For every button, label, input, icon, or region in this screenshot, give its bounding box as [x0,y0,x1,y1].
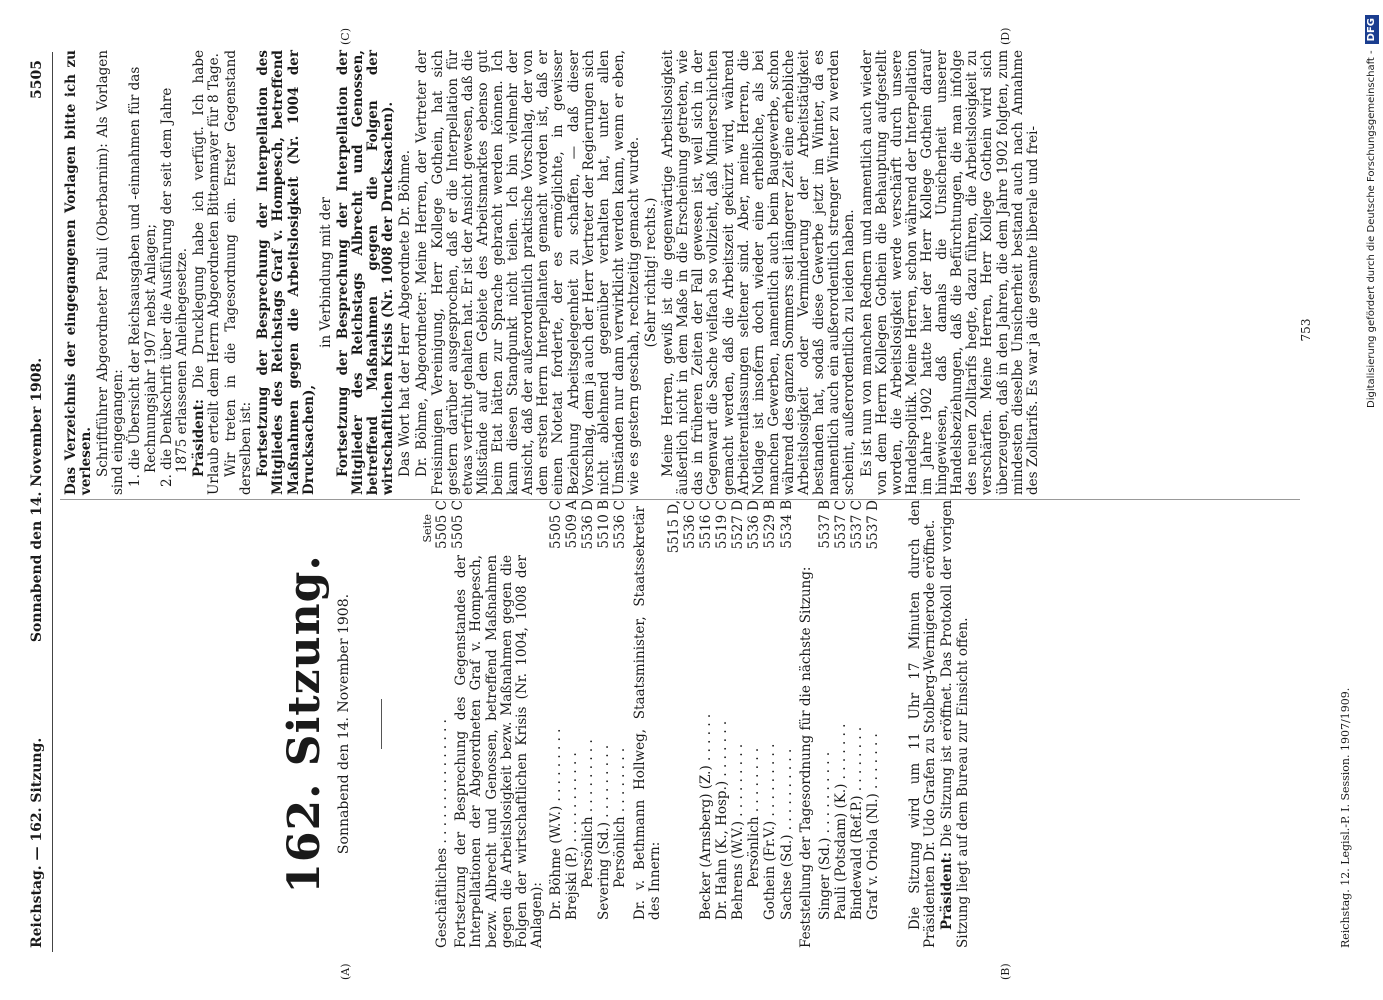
right-p10: (Sehr richtig! rechts.) [643,197,660,348]
toc-row [683,500,698,948]
right-p6: in Verbindung mit der [317,197,334,348]
session-title: 162. Sitzung. [279,554,330,894]
toc-row [549,500,564,948]
toc-row [699,500,714,948]
toc-entry-text: Dr. v. Bethmann Hollweg, Staatsminister, Staatssekretär des Innern: [631,506,663,920]
margin-letter-a: (A) [339,963,352,980]
toc-page-ref: 5537 C [848,500,865,549]
toc-page-ref: 5536 C [681,500,698,549]
toc-page-ref: 5505 C [548,500,565,549]
toc-page-ref: 5534 B [778,500,795,549]
toc-entry-text: Geschäftliches . . . . . . . . . . . . . . . [434,719,451,948]
header-date: Sonnabend den 14. November 1908. [29,357,45,643]
toc-row [818,500,833,948]
toc-row [796,500,817,948]
dfg-note [1361,0,1383,1000]
toc-page-ref: 5529 B [762,500,779,549]
toc-entry-text [683,555,698,838]
toc-page-ref: 5536 D [746,500,763,550]
toc-row [630,500,666,948]
toc-row [731,500,746,948]
toc-entry-text: Persönlich . . . . . . . . [746,747,763,888]
toc-row [581,500,596,948]
toc-page-ref: 5537 B [816,500,833,549]
toc-entry-text: Feststellung der Tagesordnung für die nächste Sitzung: [797,566,814,948]
toc-row [715,500,730,948]
header-left: Reichstag. — 162. Sitzung. [29,737,45,948]
toc-entry-text: Persönlich . . . . . . . . [612,747,629,888]
toc-entry-text: Sachse (Sd.) . . . . . . . . . . [778,748,795,920]
toc-page-ref: 5527 D [730,500,747,550]
toc-row [763,500,778,948]
toc-row [613,500,628,948]
toc-row [747,500,762,948]
toc-page-ref: 5519 C [714,500,731,549]
toc-page-ref: 5536 C [612,500,629,549]
margin-letter-b: (B) [999,963,1012,980]
toc-row [435,500,450,948]
president-text: Die Sitzung ist eröffnet. Das Protokoll der vorigen Sitzung liegt auf dem Bureau zur Einsicht offen. [939,499,971,948]
header-rule [52,52,53,952]
toc-page-ref: 5505 C [450,500,467,549]
toc-row [866,500,881,948]
toc-entry-text: Pauli (Potsdam) (K.) . . . . . . . [832,723,849,920]
opening-text: Die Sitzung wird um 11 Uhr 17 Minuten durch den Präsidenten Dr. Udo Grafen zu Stolberg-Wernigerode eröffnet. [907,500,939,948]
toc-row [780,500,795,948]
toc-entry-text: Brejski (P.) . . . . . . . . . . . [564,752,581,920]
dfg-note-text: Digitalisierung gefördert durch die Deutsche Forschungsgemeinschaft - [1366,50,1377,408]
right-p12: Es ist nun von manchen Rednern und namentlich auch wieder von dem Herrn Kollegen Gothein die Behauptung aufgestellt worden, die Arbeitslosigkeit werde verschärft durch unsere Handelspolitik. Meine Herren, schon während der Interpellation im Jahre 1902 hatte hier der Herr Kollege Gothein darauf hingewiesen, daß damals die Unsicherheit unserer Handelsbeziehungen, daß die Befürchtungen, die man infolge des neuen Zolltarifs hegte, dazu führen, die Arbeitslosigkeit zu verschärfen. Meine Herren, Herr Kollege Gothein wird sich überzeugen, daß in den Jahren, die dem Jahre 1902 folgten, zum mindesten dieselbe Unsicherheit bestand auch nach Annahme des Zolltarifs. Es war ja die gesamte liberale und frei- [858,50,1041,495]
toc-row [667,500,682,948]
toc-entry-text: Singer (Sd.) . . . . . . . . . . [816,751,833,920]
toc-page-ref: 5536 D [580,500,597,550]
toc-page-ref: 5537 D [865,500,882,550]
left-column [120,500,973,948]
toc-row [834,500,849,948]
dfg-logo: DFG [1365,15,1379,44]
table-of-contents [435,500,881,948]
toc-row [565,500,580,948]
list-item: 2. die Denkschrift über die Ausführung der seit dem Jahre 1875 erlassenen Anleihegesetze. [158,87,190,487]
right-p1: Das Verzeichnis der eingegangenen Vorlagen bitte ich zu verlesen. [63,50,95,495]
toc-entry-text: Gothein (Fr.V.) . . . . . . . . . [762,743,779,920]
right-p8: Das Wort hat der Herr Abgeordnete Dr. Böhme. [397,150,414,477]
toc-row [850,500,865,948]
session-date: Sonnabend den 14. November 1908. [336,593,353,855]
toc-entry-text: Persönlich . . . . . . . . . [580,739,597,888]
right-p4: Wir treten in die Tagesordnung ein. Erster Gegenstand derselben ist: [223,50,255,495]
right-p11: Meine Herren, gewiß ist die gegenwärtige Arbeitslosigkeit äußerlich nicht in dem Maße in die Erscheinung getreten, wie das in früheren Zeiten der Fall gewesen ist, weil sich in der Gegenwart die Sache vielfach so vollzieht, daß Minderschichten gemacht werden, daß die Arbeitszeit gekürzt wird, während Arbeiterentlassungen seltener sind. Aber, meine Herren, die Notlage ist insofern doch wieder eine erhebliche, als bei manchen Gewerben, namentlich auch beim Baugewerbe, schon während des ganzen Sommers seit längerer Zeit eine erhebliche Arbeitslosigkeit oder Verminderung der Arbeitstätigkeit bestanden hat, sodaß diese Gewerbe jetzt im Winter, da es namentlich auch ein außerordentlich strenger Winter zu werden scheint, außerordentlich zu leiden haben. [660,50,858,495]
toc-entry-text: Severing (Sd.) . . . . . . . . . [596,744,613,920]
right-p7: Fortsetzung der Besprechung der Interpellation der Mitglieder des Reichstags Albrecht und Genossen, betreffend Maßnahmen gegen die Folgen der wirtschaftlichen Krisis (Nr. 1008 der Drucksachen). [334,50,397,495]
footer-note: Reichstag. 12. Legisl.-P. I. Session. 1907/1909. [1339,687,1352,948]
header-page-number: 5505 [29,60,45,99]
title-rule [381,699,382,749]
right-column [62,50,1043,495]
toc-entry-text: Becker (Arnsberg) (Z.) . . . . . . [698,713,714,920]
right-p3: Die Drucklegung habe ich verfügt. Ich habe Urlaub erteilt dem Herrn Abgeordneten Bittenmayer für 8 Tage. [190,50,222,495]
seite-label: Seite [420,514,434,543]
toc-page-ref: 5516 C [698,500,714,549]
toc-entry-text: Dr. Böhme (W.V.) . . . . . . . . . [548,728,565,920]
right-p2: Schriftführer Abgeordneter Pauli (Oberbarnim): Als Vorlagen sind eingegangen: [95,50,127,495]
toc-row [597,500,612,948]
margin-letter-d: (D) [999,27,1012,45]
toc-page-ref: 5510 B [596,500,613,549]
toc-entry-text [667,559,682,838]
toc-entry-text: Graf v. Oriola (Nl.) . . . . . . . [865,733,882,920]
toc-entry-text: Behrens (W.V.) . . . . . . . . . [730,743,747,920]
margin-letter-c: (C) [339,28,352,45]
right-p9: Dr. Böhme, Abgeordneter: Meine Herren, der Vertreter der Freisinnigen Vereinigung, Herr Kollege Gothein, hat sich gestern darüber ausgesprochen, daß er die Interpellation für etwas verfrüht gehalten hat. Er ist der Ansicht gewesen, daß die Mißstände auf dem Gebiete des Arbeitsmarktes ebenso gut beim Etat hätten zur Sprache gebracht werden können. Ich kann diesen Standpunkt nicht teilen. Ich bin vielmehr der Ansicht, daß der außerordentlich praktische Vorschlag, der von dem ersten Herrn Interpellanten gemacht worden ist, daß er einen Notetat forderte, der es ermöglichte, in gewisser Beziehung Arbeitsgelegenheit zu schaffen, — daß dieser Vorschlag, dem ja auch der Herr Vertreter der Regierungen sich nicht ablehnend gegenüber verhalten hat, unter allen Umständen nur dann verwirklicht werden kann, wenn er eben, wie es gestern geschah, rechtzeitig gemacht wurde. [414,50,642,495]
president-label: Präsident: [939,852,956,930]
toc-page-ref: 5537 C [832,500,849,549]
toc-entry-text: Bindewald (Ref.P.) . . . . . . . . [848,726,865,920]
toc-page-ref: 5505 C [434,500,451,549]
president-label-2: Präsident: [190,399,207,477]
toc-page-ref: 5515 D, [665,500,682,554]
toc-entry-text: Fortsetzung der Besprechung des Gegenstandes der Interpellationen der Abgeordneten Graf v. Hompesch, bezw. Albrecht und Genossen, betreffend Maßnahmen gegen die Arbeitslosigkeit bezw. Maßnahmen gegen die Folgen der wirtschaftlichen Krisis (Nr. 1004, 1008 der Anlagen): [453,554,545,948]
page-stamp: 753 [1299,318,1313,342]
list-item: 1. die Übersicht der Reichsausgaben und -einnahmen für das Rechnungsjahr 1907 nebst Anlagen; [127,66,159,487]
toc-entry-text: Dr. Hahn (K., Hosp.) . . . . . . . [714,720,731,920]
toc-row [451,500,548,948]
right-p5: Fortsetzung der Besprechung der Interpellation des Mitgliedes des Reichstags Graf v. Hompesch, betreffend Maßnahmen gegen die Arbeitslosigkeit (Nr. 1004 der Drucksachen), [255,50,317,495]
toc-page-ref: 5509 A [564,500,581,549]
